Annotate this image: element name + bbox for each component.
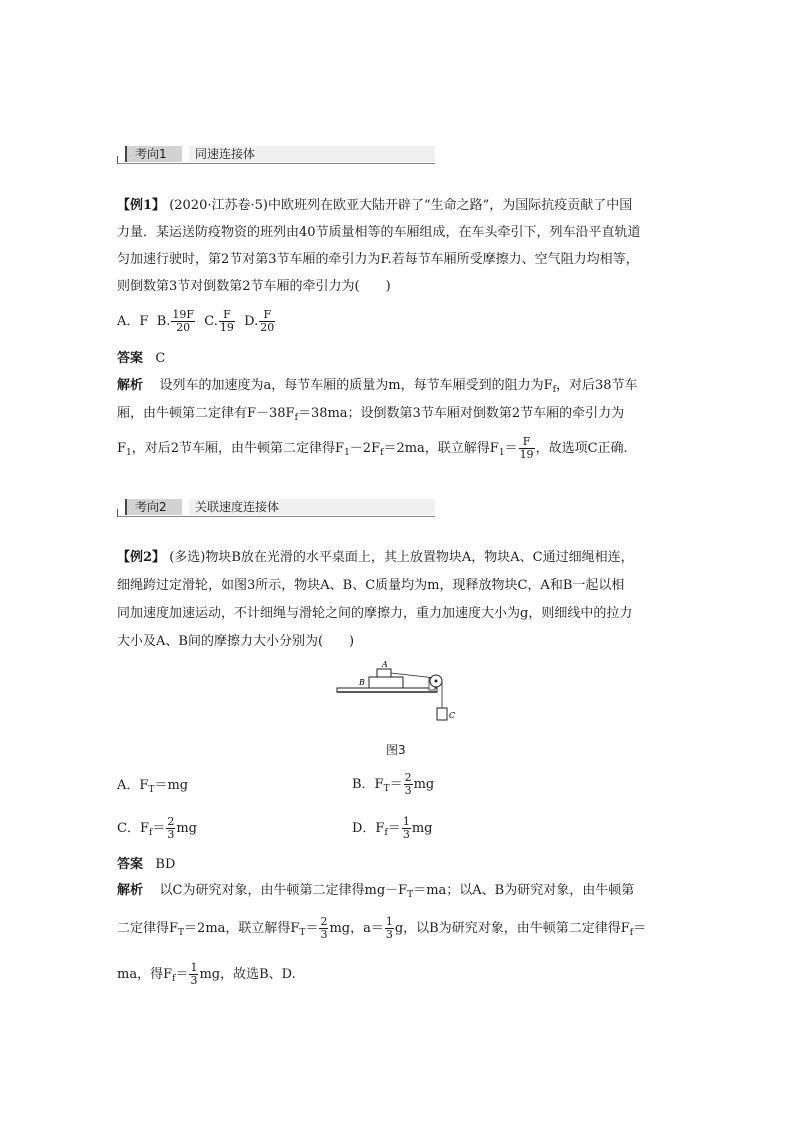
example-2-analysis-2 xyxy=(117,916,646,942)
option-c xyxy=(204,308,236,334)
analysis-label: 解析 xyxy=(117,378,144,393)
subscript: f xyxy=(384,828,388,838)
numerator: F xyxy=(519,436,535,449)
example-1-analysis-3 xyxy=(117,436,628,462)
denominator: 3 xyxy=(404,784,412,797)
option-d xyxy=(244,308,276,334)
section-title: 同速连接体 xyxy=(195,147,256,161)
option-c-label: C. xyxy=(204,314,218,329)
example-1-analysis-1 xyxy=(117,377,638,399)
text: ＝ xyxy=(152,821,166,836)
option-b xyxy=(156,308,196,334)
answer-label: 答案 xyxy=(117,857,144,872)
text: ma，得F xyxy=(117,967,173,982)
text: mg，故选B、D. xyxy=(199,967,296,982)
subscript: T xyxy=(407,890,414,900)
example-1-options xyxy=(117,309,276,334)
numerator: 1 xyxy=(385,915,393,928)
example-2-line-1 xyxy=(117,549,634,567)
fraction xyxy=(259,309,275,334)
text: D．F xyxy=(352,821,385,836)
answer-label: 答案 xyxy=(117,351,144,366)
text: g，以B为研究对象，由牛顿第二定律得F xyxy=(394,921,630,936)
text: ＝ xyxy=(504,441,518,456)
fraction xyxy=(402,816,411,841)
example-label: 【例2】 xyxy=(117,550,166,565)
denominator: 20 xyxy=(260,321,275,334)
block-a xyxy=(377,669,391,677)
subscript: 1 xyxy=(344,448,350,458)
section-rule xyxy=(117,163,435,164)
example-1-line-3: 匀加速行驶时，第2节对第3节车厢的牵引力为F.若每节车厢所受摩擦力、空气阻力均相等， xyxy=(117,252,639,267)
label-a: A xyxy=(382,660,388,669)
numerator: F xyxy=(219,309,235,322)
denominator: 3 xyxy=(402,828,410,841)
section-header-2 xyxy=(117,497,435,517)
section-tag: 考向1 xyxy=(125,146,182,162)
text: ＝ma；以A、B为研究对象，由牛顿第 xyxy=(413,883,635,898)
text: ，故选项C正确. xyxy=(535,441,628,456)
denominator: 19 xyxy=(219,321,234,334)
text: 厢，由牛顿第二定律有F－38F xyxy=(117,406,295,421)
section-tag: 考向2 xyxy=(125,499,182,515)
subscript: f xyxy=(294,413,298,423)
example-1-line-1 xyxy=(117,197,632,215)
section-rule xyxy=(117,516,435,517)
section-tick xyxy=(117,156,118,164)
denominator: 3 xyxy=(190,974,198,987)
text: ＝ xyxy=(389,777,403,792)
fraction xyxy=(219,309,235,334)
example-2-answer xyxy=(117,856,175,874)
text: ＝ xyxy=(387,821,401,836)
text: 设列车的加速度为a，每节车厢的质量为m，每节车厢受到的阻力为F xyxy=(159,378,553,393)
figure-caption: 图3 xyxy=(386,743,406,757)
analysis-label: 解析 xyxy=(117,883,144,898)
subscript: f xyxy=(629,928,634,938)
subscript: 1 xyxy=(498,448,505,458)
text: 以C为研究对象，由牛顿第二定律得mg－F xyxy=(159,883,408,898)
example-2-line-2: 细绳跨过定滑轮，如图3所示，物块A、B、C质量均为m，现释放物块C，A和B一起以相 xyxy=(117,578,625,593)
example-1-answer xyxy=(117,350,165,368)
text: ＝38ma；设倒数第3节车厢对倒数第2节车厢的牵引力为 xyxy=(297,406,625,421)
text: mg xyxy=(176,821,197,836)
pulley-axle xyxy=(435,680,438,683)
text: (多选)物块B放在光滑的水平桌面上，其上放置物块A，物块A、C通过细绳相连， xyxy=(169,550,634,565)
example-label: 【例1】 xyxy=(117,198,166,213)
example-1-line-4: 则倒数第3节对倒数第2节车厢的牵引力为( ) xyxy=(117,279,391,294)
fraction xyxy=(319,916,328,941)
fraction xyxy=(189,962,198,987)
option-d-label: D. xyxy=(244,314,259,329)
text: ＝ xyxy=(633,921,647,936)
subscript: f xyxy=(552,385,556,395)
option-b-label: B. xyxy=(156,314,171,329)
numerator: 1 xyxy=(190,961,198,974)
text: ，对后38节车 xyxy=(556,378,638,393)
subscript: T xyxy=(178,928,185,938)
block-c xyxy=(437,708,447,720)
text: mg，a＝ xyxy=(329,921,384,936)
section-header-1 xyxy=(117,144,435,164)
fraction xyxy=(385,916,394,941)
option-b xyxy=(352,772,434,798)
text: C．F xyxy=(117,821,149,836)
answer-value: C xyxy=(155,351,166,366)
answer-value: BD xyxy=(155,857,176,872)
subscript: f xyxy=(148,828,153,838)
fraction xyxy=(404,772,413,797)
example-2-analysis-1 xyxy=(117,882,634,904)
text: －2F xyxy=(349,441,381,456)
label-c: C xyxy=(449,711,456,720)
denominator: 3 xyxy=(320,928,328,941)
numerator: 19F xyxy=(172,308,195,321)
text: mg xyxy=(413,777,435,792)
example-2-line-4: 大小及A、B间的摩擦力大小分别为( ) xyxy=(117,634,355,649)
numerator: F xyxy=(259,309,275,322)
subscript: T xyxy=(299,928,306,938)
section-title: 关联速度连接体 xyxy=(195,500,280,514)
section-tick xyxy=(117,509,118,517)
subscript: f xyxy=(380,448,384,458)
option-d xyxy=(352,816,432,842)
fraction xyxy=(166,816,175,841)
option-a: A．F xyxy=(117,314,149,329)
label-b: B xyxy=(359,678,365,687)
text: (2020·江苏卷·5)中欧班列在欧亚大陆开辟了“生命之路”，为国际抗疫贡献了中国 xyxy=(169,198,633,213)
option-c xyxy=(117,816,197,842)
numerator: 2 xyxy=(320,915,328,928)
example-2-line-3: 同加速度加速运动，不计细绳与滑轮之间的摩擦力，重力加速度大小为g，则细线中的拉力 xyxy=(117,606,633,621)
denominator: 19 xyxy=(519,448,534,461)
text: ，对后2节车厢，由牛顿第二定律得F xyxy=(131,441,345,456)
numerator: 2 xyxy=(167,815,175,828)
text: F xyxy=(117,441,127,456)
fraction xyxy=(171,309,195,334)
pulley-figure xyxy=(335,658,465,730)
text: 二定律得F xyxy=(117,921,179,936)
example-2-analysis-3 xyxy=(117,962,296,988)
subscript: T xyxy=(148,785,155,795)
text: ＝2ma，联立解得F xyxy=(184,921,300,936)
subscript: 1 xyxy=(126,448,132,458)
block-b xyxy=(369,677,403,688)
text: ＝mg xyxy=(154,778,189,793)
example-1-analysis-2 xyxy=(117,405,624,427)
text: ＝ xyxy=(175,967,189,982)
text: ＝ xyxy=(305,921,319,936)
subscript: f xyxy=(172,974,176,984)
numerator: 1 xyxy=(402,815,410,828)
text: B．F xyxy=(352,777,384,792)
fraction xyxy=(519,436,535,461)
text: ＝2ma，联立解得F xyxy=(383,441,499,456)
denominator: 3 xyxy=(167,828,175,841)
numerator: 2 xyxy=(404,771,412,784)
denominator: 3 xyxy=(385,928,393,941)
text: A．F xyxy=(117,778,149,793)
example-1-line-2: 力量．某运送防疫物资的班列由40节质量相等的车厢组成，在车头牵引下，列车沿平直轨道 xyxy=(117,225,641,240)
denominator: 20 xyxy=(176,321,191,334)
option-a xyxy=(117,777,188,799)
subscript: T xyxy=(383,784,390,794)
text: mg xyxy=(411,821,433,836)
